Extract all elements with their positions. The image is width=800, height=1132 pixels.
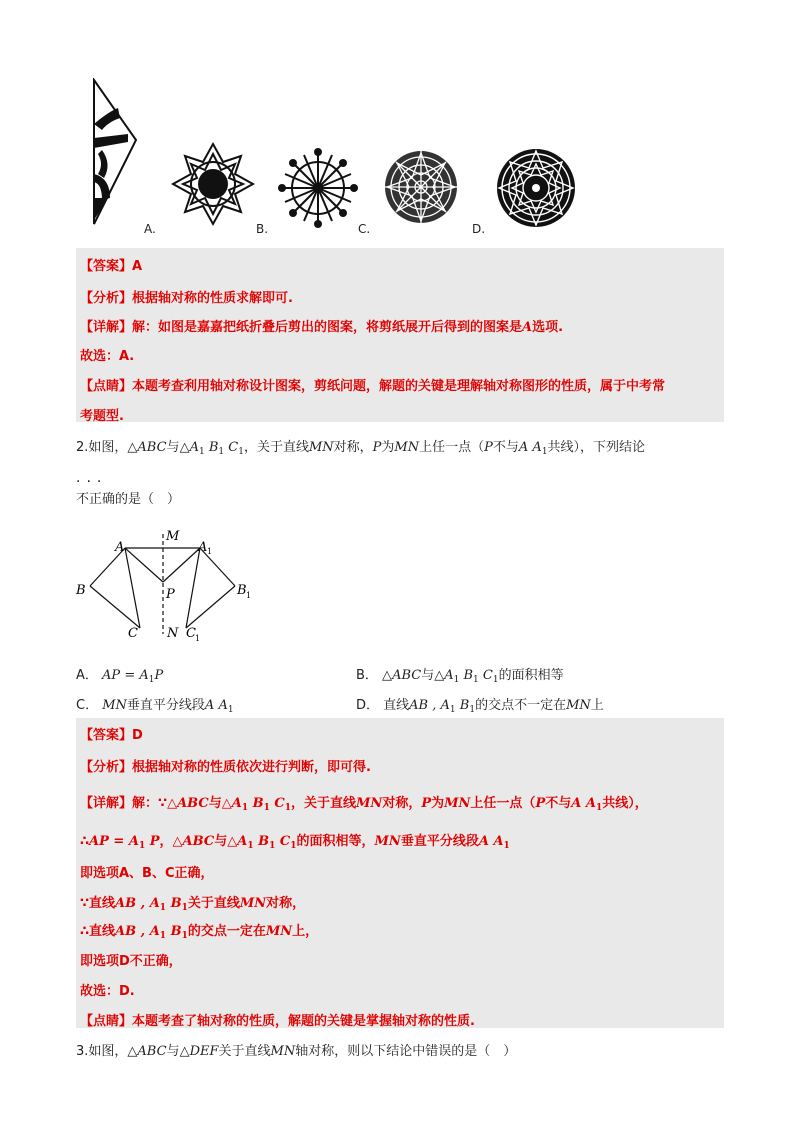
q2-detail-1: 【详解】解：∵△ABC与$\triangle A_1$ $B_1$ $C_1$，关于直线MN对称，P为MN上任一点（P不与A $A_1$共线）， bbox=[80, 796, 648, 813]
label-n: N bbox=[167, 626, 179, 641]
option-label-c: C. bbox=[358, 222, 371, 236]
label-b1-sub: 1 bbox=[246, 591, 252, 600]
label-p: P bbox=[166, 587, 175, 602]
q2-option-d[interactable]: D． 直线AB , $A_1$ $B_1$的交点不一定在MN上 bbox=[356, 698, 604, 715]
label-c: C bbox=[128, 626, 138, 641]
label-a1: A bbox=[198, 540, 208, 555]
q2-detail-5: ∴直线AB , $A_1$ $B_1$的交点一定在MN上， bbox=[80, 924, 319, 941]
q2-answer: 【答案】D bbox=[80, 728, 143, 743]
q1-detail: 【详解】解：如图是嘉嘉把纸折叠后剪出的图案，将剪纸展开后得到的图案是A选项. bbox=[80, 320, 564, 335]
label-b1: B bbox=[237, 583, 247, 598]
q2-detail-2: ∴AP = $A_1$ P，△ABC与$\triangle A_1$ $B_1$ $C_1$的面积相等，MN垂直平分线段A $A_1$ bbox=[80, 834, 510, 851]
label-c1-sub: 1 bbox=[195, 634, 201, 643]
option-label-b: B. bbox=[256, 222, 269, 236]
option-label-d: D. bbox=[472, 222, 486, 236]
q3-stem: 3.如图，△ABC与△DEF关于直线MN轴对称，则以下结论中错误的是（ ） bbox=[76, 1044, 517, 1059]
q1-solution-box bbox=[76, 248, 724, 422]
q1-answer: 【答案】A bbox=[80, 259, 143, 274]
label-a1-sub: 1 bbox=[207, 547, 213, 556]
option-b-pattern bbox=[278, 148, 358, 228]
label-m: M bbox=[166, 529, 180, 544]
q1-analysis: 【分析】根据轴对称的性质求解即可. bbox=[80, 291, 293, 306]
label-a: A bbox=[115, 540, 125, 555]
option-a-pattern bbox=[168, 140, 258, 228]
q2-geometry-figure bbox=[70, 520, 270, 650]
option-c-pattern bbox=[380, 146, 462, 228]
q2-analysis: 【分析】根据轴对称的性质依次进行判断，即可得. bbox=[80, 760, 371, 775]
label-b: B bbox=[76, 583, 86, 598]
folded-paper-figure bbox=[88, 78, 140, 226]
q2-choice: 故选：D. bbox=[80, 984, 135, 999]
q1-comment: 【点睛】本题考查利用轴对称设计图案，剪纸问题，解题的关键是理解轴对称图形的性质，属于中考常 bbox=[80, 379, 666, 394]
q2-detail-6: 即选项D不正确， bbox=[80, 954, 182, 969]
q1-comment-cont: 考题型. bbox=[80, 409, 124, 424]
q2-stem-cont: 不正确的是（ ） bbox=[76, 492, 181, 507]
q1-choice: 故选：A. bbox=[80, 349, 135, 364]
label-c1: C bbox=[186, 626, 196, 641]
q2-detail-4: ∵直线AB , $A_1$ $B_1$关于直线MN对称， bbox=[80, 896, 306, 913]
q2-stem-emphasis-dots: ··· bbox=[76, 474, 108, 490]
option-label-a: A. bbox=[144, 222, 156, 236]
q2-stem: 2.如图，△ABC与$\triangle A_1$ $B_1$ $C_1$，关于直线MN对称，P为MN上任一点（P不与A $A_1$共线），下列结论 bbox=[76, 440, 646, 457]
option-d-pattern bbox=[494, 146, 578, 230]
q2-option-b[interactable]: B． △ABC与$\triangle A_1$ $B_1$ $C_1$的面积相等 bbox=[356, 668, 564, 685]
q2-comment: 【点睛】本题考查了轴对称的性质，解题的关键是掌握轴对称的性质. bbox=[80, 1014, 475, 1029]
q2-option-a[interactable]: A． AP = $A_1P$ bbox=[76, 668, 164, 685]
q2-detail-3: 即选项A、B、C正确， bbox=[80, 866, 214, 881]
q2-option-c[interactable]: C． MN垂直平分线段A $A_1$ bbox=[76, 698, 234, 715]
